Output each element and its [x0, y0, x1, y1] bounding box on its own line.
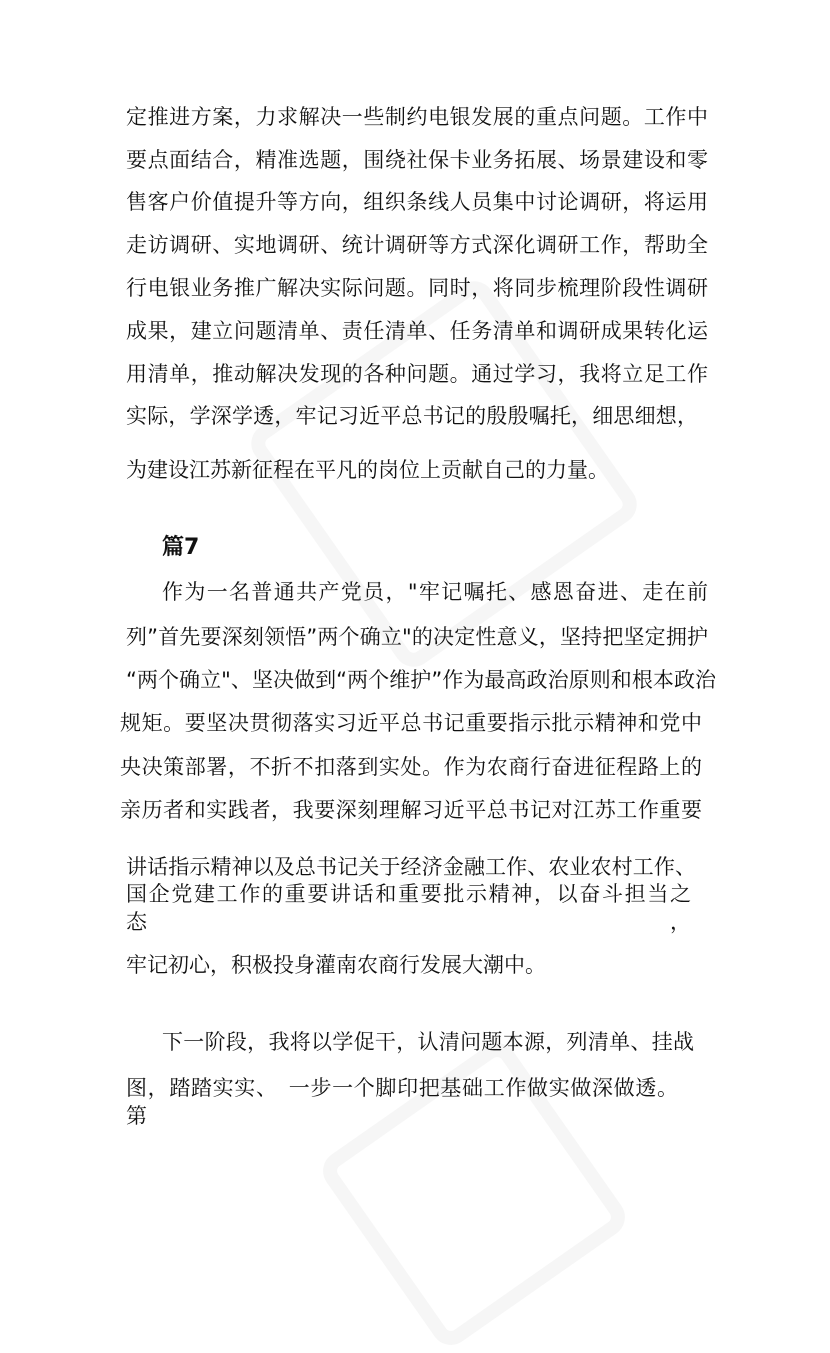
text-line: 讲话指示精神以及总书记关于经济金融工作、农业农村工作、 — [126, 855, 696, 879]
text-line: 图，踏踏实实、 一步一个脚印把基础工作做实做深做透。第 — [126, 1076, 678, 1128]
text-line: 下一阶段，我将以学促干，认清问题本源，列清单、挂战 — [162, 1030, 694, 1054]
section-heading: 篇7 — [162, 535, 200, 560]
text-line: 为建设江苏新征程在平凡的岗位上贡献自己的力量。 — [126, 458, 609, 482]
text-line: 定推进方案，力求解决一些制约电银发展的重点问题。工作中 — [126, 105, 708, 129]
text-line: 成果，建立问题清单、责任清单、任务清单和调研成果转化运 — [126, 319, 708, 343]
text-line: 规矩。要坚决贯彻落实习近平总书记重要指示批示精神和党中 — [120, 711, 702, 735]
text-line: 要点面结合，精准选题，围绕社保卡业务拓展、场景建设和零 — [126, 148, 708, 172]
text-line: 行电银业务推广解决实际问题。同时，将同步梳理阶段性调研 — [126, 276, 708, 300]
text-line: 走访调研、实地调研、统计调研等方式深化调研工作，帮助全 — [126, 233, 708, 257]
text-line: 作为一名普通共产党员，"牢记嘱托、感恩奋进、走在前 — [162, 580, 708, 604]
text-line: 实际，学深学透，牢记习近平总书记的殷殷嘱托，细思细想， — [126, 404, 698, 428]
text-line: 央决策部署，不折不扣落到实处。作为农商行奋进征程路上的 — [120, 755, 702, 779]
text-line: “两个确立"、坚决做到“两个维护”作为最高政治原则和根本政治 — [126, 668, 716, 692]
text-line: 亲历者和实践者，我要深刻理解习近平总书记对江苏工作重要 — [120, 798, 702, 822]
text-line: 牢记初心，积极投身灌南农商行发展大潮中。 — [126, 953, 546, 977]
text-line: 国企党建工作的重要讲话和重要批示精神，以奋斗担当之态， — [126, 882, 691, 934]
text-line: 售客户价值提升等方向，组织条线人员集中讨论调研，将运用 — [126, 190, 708, 214]
text-line: 用清单，推动解决发现的各种问题。通过学习，我将立足工作 — [126, 362, 708, 386]
text-line: 列”首先要深刻领悟”两个确立"的决定性意义，坚持把坚定拥护 — [126, 625, 708, 649]
